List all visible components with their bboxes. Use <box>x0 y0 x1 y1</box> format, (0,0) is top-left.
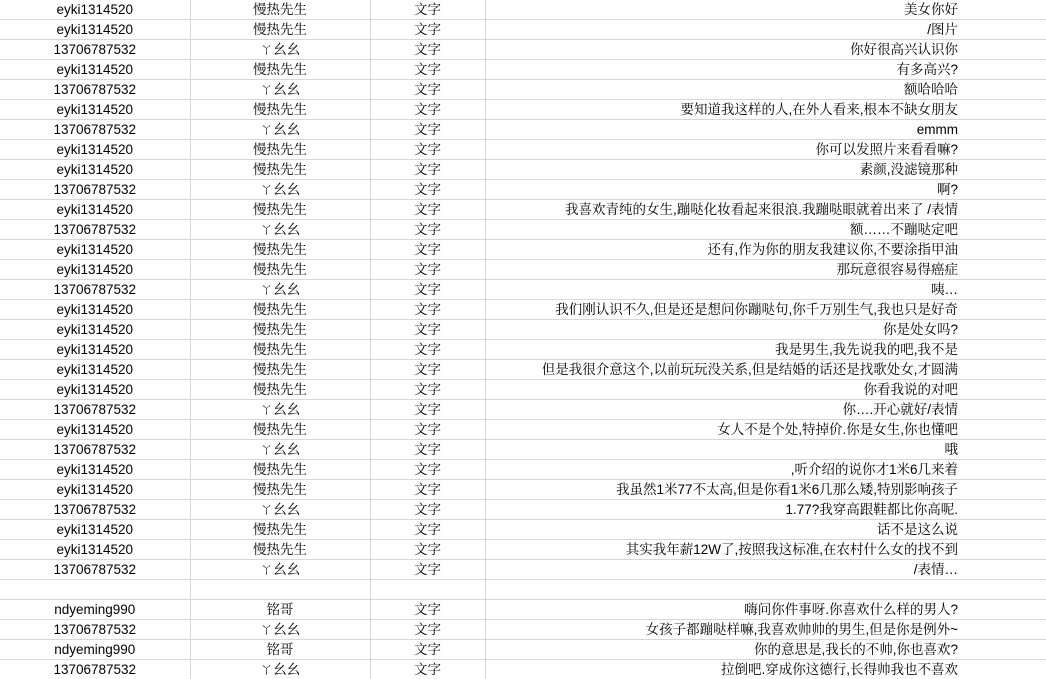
cell-message-type: 文字 <box>370 20 485 40</box>
cell-account-id: 13706787532 <box>0 560 190 580</box>
cell-account-id: 13706787532 <box>0 120 190 140</box>
cell-message-type: 文字 <box>370 660 485 679</box>
table-row <box>0 40 1046 60</box>
table-row <box>0 60 1046 80</box>
cell-message-text: 拉倒吧.穿成你这德行,长得帅我也不喜欢 <box>485 660 1046 679</box>
cell-account-id: eyki1314520 <box>0 460 190 480</box>
cell-nickname: 慢热先生 <box>190 520 370 540</box>
cell-message-type: 文字 <box>370 140 485 160</box>
cell-nickname: ㄚ幺幺 <box>190 620 370 640</box>
cell-message-text: 你是处女吗? <box>485 320 1046 340</box>
cell-message-text: 额哈哈哈 <box>485 80 1046 100</box>
table-row <box>0 260 1046 280</box>
table-row <box>0 460 1046 480</box>
cell-account-id <box>0 580 190 600</box>
cell-nickname: 慢热先生 <box>190 540 370 560</box>
table-row <box>0 320 1046 340</box>
cell-nickname: 慢热先生 <box>190 340 370 360</box>
cell-account-id: eyki1314520 <box>0 540 190 560</box>
cell-message-type: 文字 <box>370 460 485 480</box>
table-row <box>0 140 1046 160</box>
cell-account-id: 13706787532 <box>0 500 190 520</box>
cell-message-text: 但是我很介意这个,以前玩玩没关系,但是结婚的话还是找歌处女,才圆满 <box>485 360 1046 380</box>
cell-message-type: 文字 <box>370 520 485 540</box>
table-row <box>0 20 1046 40</box>
cell-message-type: 文字 <box>370 480 485 500</box>
cell-message-text: /图片 <box>485 20 1046 40</box>
table-row <box>0 80 1046 100</box>
cell-message-type: 文字 <box>370 60 485 80</box>
table-row <box>0 200 1046 220</box>
table-row-blank <box>0 580 1046 600</box>
table-row <box>0 100 1046 120</box>
cell-nickname: 慢热先生 <box>190 300 370 320</box>
table-row <box>0 220 1046 240</box>
cell-account-id: 13706787532 <box>0 280 190 300</box>
cell-nickname <box>190 580 370 600</box>
table-row <box>0 520 1046 540</box>
cell-message-type: 文字 <box>370 600 485 620</box>
cell-nickname: 慢热先生 <box>190 160 370 180</box>
cell-message-text: ,听介绍的说你才1米6几来着 <box>485 460 1046 480</box>
table-row <box>0 440 1046 460</box>
cell-message-type: 文字 <box>370 160 485 180</box>
cell-message-text: 我们刚认识不久,但是还是想问你蹦哒句,你千万别生气,我也只是好奇 <box>485 300 1046 320</box>
table-row <box>0 380 1046 400</box>
cell-message-text: 素颜,没滤镜那种 <box>485 160 1046 180</box>
cell-nickname: 慢热先生 <box>190 480 370 500</box>
table-row <box>0 160 1046 180</box>
cell-message-text: emmm <box>485 120 1046 140</box>
table-row <box>0 280 1046 300</box>
cell-nickname: 慢热先生 <box>190 260 370 280</box>
cell-message-text: 你的意思是,我长的不帅,你也喜欢? <box>485 640 1046 660</box>
table-row <box>0 600 1046 620</box>
cell-message-type: 文字 <box>370 560 485 580</box>
cell-message-type: 文字 <box>370 220 485 240</box>
cell-message-text: 我喜欢青纯的女生,蹦哒化妆看起来很浪.我蹦哒眼就着出来了 /表情 <box>485 200 1046 220</box>
table-row <box>0 340 1046 360</box>
cell-message-type: 文字 <box>370 0 485 20</box>
table-row <box>0 560 1046 580</box>
table-row <box>0 180 1046 200</box>
cell-message-text: 我虽然1米77不太高,但是你看1米6几那么矮,特别影响孩子 <box>485 480 1046 500</box>
cell-nickname: 慢热先生 <box>190 420 370 440</box>
cell-account-id: eyki1314520 <box>0 320 190 340</box>
cell-message-type: 文字 <box>370 280 485 300</box>
table-row <box>0 660 1046 679</box>
cell-nickname: 慢热先生 <box>190 20 370 40</box>
cell-message-text: 额……不蹦哒定吧 <box>485 220 1046 240</box>
table-row <box>0 300 1046 320</box>
cell-message-text: 美女你好 <box>485 0 1046 20</box>
cell-nickname: 慢热先生 <box>190 100 370 120</box>
cell-nickname: ㄚ幺幺 <box>190 40 370 60</box>
cell-account-id: eyki1314520 <box>0 140 190 160</box>
cell-account-id: eyki1314520 <box>0 380 190 400</box>
table-row <box>0 640 1046 660</box>
cell-message-text: 1.77?我穿高跟鞋都比你高呢. <box>485 500 1046 520</box>
cell-account-id: eyki1314520 <box>0 200 190 220</box>
cell-account-id: 13706787532 <box>0 620 190 640</box>
cell-message-text: 哦 <box>485 440 1046 460</box>
cell-message-type: 文字 <box>370 440 485 460</box>
cell-account-id: 13706787532 <box>0 180 190 200</box>
cell-message-type: 文字 <box>370 540 485 560</box>
cell-message-text: 你可以发照片来看看嘛? <box>485 140 1046 160</box>
cell-account-id: eyki1314520 <box>0 160 190 180</box>
cell-message-text: 你看我说的对吧 <box>485 380 1046 400</box>
cell-account-id: 13706787532 <box>0 80 190 100</box>
cell-nickname: ㄚ幺幺 <box>190 440 370 460</box>
cell-message-type: 文字 <box>370 420 485 440</box>
cell-message-type: 文字 <box>370 640 485 660</box>
cell-message-type: 文字 <box>370 300 485 320</box>
cell-message-type: 文字 <box>370 240 485 260</box>
cell-message-type: 文字 <box>370 200 485 220</box>
cell-account-id: 13706787532 <box>0 220 190 240</box>
cell-nickname: ㄚ幺幺 <box>190 560 370 580</box>
table-row <box>0 620 1046 640</box>
cell-message-text: 要知道我这样的人,在外人看来,根本不缺女朋友 <box>485 100 1046 120</box>
cell-account-id: eyki1314520 <box>0 60 190 80</box>
cell-account-id: eyki1314520 <box>0 0 190 20</box>
cell-nickname: 慢热先生 <box>190 320 370 340</box>
cell-account-id: eyki1314520 <box>0 420 190 440</box>
cell-nickname: 慢热先生 <box>190 60 370 80</box>
cell-nickname: ㄚ幺幺 <box>190 120 370 140</box>
table-row <box>0 240 1046 260</box>
cell-account-id: 13706787532 <box>0 400 190 420</box>
cell-account-id: eyki1314520 <box>0 520 190 540</box>
cell-account-id: 13706787532 <box>0 440 190 460</box>
cell-message-type: 文字 <box>370 620 485 640</box>
cell-message-text: 我是男生,我先说我的吧,我不是 <box>485 340 1046 360</box>
cell-nickname: 慢热先生 <box>190 0 370 20</box>
cell-message-text: /表情… <box>485 560 1046 580</box>
cell-message-text: 其实我年薪12W了,按照我这标准,在农村什么女的找不到 <box>485 540 1046 560</box>
cell-account-id: ndyeming990 <box>0 640 190 660</box>
table-row <box>0 120 1046 140</box>
cell-nickname: 慢热先生 <box>190 360 370 380</box>
cell-message-type: 文字 <box>370 80 485 100</box>
table-row <box>0 420 1046 440</box>
cell-account-id: eyki1314520 <box>0 100 190 120</box>
cell-message-type: 文字 <box>370 40 485 60</box>
table-row <box>0 0 1046 20</box>
table-row <box>0 480 1046 500</box>
cell-account-id: eyki1314520 <box>0 20 190 40</box>
cell-message-type: 文字 <box>370 120 485 140</box>
cell-account-id: ndyeming990 <box>0 600 190 620</box>
cell-message-type: 文字 <box>370 340 485 360</box>
cell-account-id: eyki1314520 <box>0 340 190 360</box>
cell-message-type <box>370 580 485 600</box>
cell-nickname: 慢热先生 <box>190 380 370 400</box>
cell-nickname: ㄚ幺幺 <box>190 180 370 200</box>
table-row <box>0 400 1046 420</box>
cell-nickname: ㄚ幺幺 <box>190 400 370 420</box>
cell-account-id: eyki1314520 <box>0 300 190 320</box>
cell-message-type: 文字 <box>370 360 485 380</box>
cell-account-id: 13706787532 <box>0 660 190 679</box>
table-row <box>0 360 1046 380</box>
cell-account-id: eyki1314520 <box>0 480 190 500</box>
cell-nickname: 铭哥 <box>190 600 370 620</box>
cell-message-text: 还有,作为你的朋友我建议你,不要涂指甲油 <box>485 240 1046 260</box>
cell-nickname: ㄚ幺幺 <box>190 500 370 520</box>
table-row <box>0 500 1046 520</box>
cell-nickname: ㄚ幺幺 <box>190 280 370 300</box>
cell-message-type: 文字 <box>370 400 485 420</box>
cell-message-type: 文字 <box>370 320 485 340</box>
table-row <box>0 540 1046 560</box>
cell-message-text: 有多高兴? <box>485 60 1046 80</box>
cell-message-type: 文字 <box>370 500 485 520</box>
cell-nickname: 慢热先生 <box>190 460 370 480</box>
cell-message-text: 女孩子都蹦哒样嘛,我喜欢帅帅的男生,但是你是例外~ <box>485 620 1046 640</box>
cell-nickname: 慢热先生 <box>190 200 370 220</box>
cell-account-id: eyki1314520 <box>0 360 190 380</box>
cell-nickname: ㄚ幺幺 <box>190 220 370 240</box>
cell-message-text: 嗨问你件事呀.你喜欢什么样的男人? <box>485 600 1046 620</box>
cell-account-id: eyki1314520 <box>0 260 190 280</box>
cell-nickname: ㄚ幺幺 <box>190 660 370 679</box>
cell-message-text: 那玩意很容易得癌症 <box>485 260 1046 280</box>
cell-message-type: 文字 <box>370 260 485 280</box>
cell-message-text: 啊? <box>485 180 1046 200</box>
cell-nickname: ㄚ幺幺 <box>190 80 370 100</box>
cell-nickname: 铭哥 <box>190 640 370 660</box>
cell-account-id: eyki1314520 <box>0 240 190 260</box>
cell-nickname: 慢热先生 <box>190 240 370 260</box>
cell-message-text: 你….开心就好/表情 <box>485 400 1046 420</box>
cell-account-id: 13706787532 <box>0 40 190 60</box>
cell-message-text <box>485 580 1046 600</box>
cell-message-text: 女人不是个处,特掉价.你是女生,你也懂吧 <box>485 420 1046 440</box>
cell-nickname: 慢热先生 <box>190 140 370 160</box>
cell-message-type: 文字 <box>370 100 485 120</box>
cell-message-text: 话不是这么说 <box>485 520 1046 540</box>
cell-message-text: 咦… <box>485 280 1046 300</box>
cell-message-type: 文字 <box>370 380 485 400</box>
cell-message-text: 你好很高兴认识你 <box>485 40 1046 60</box>
cell-message-type: 文字 <box>370 180 485 200</box>
